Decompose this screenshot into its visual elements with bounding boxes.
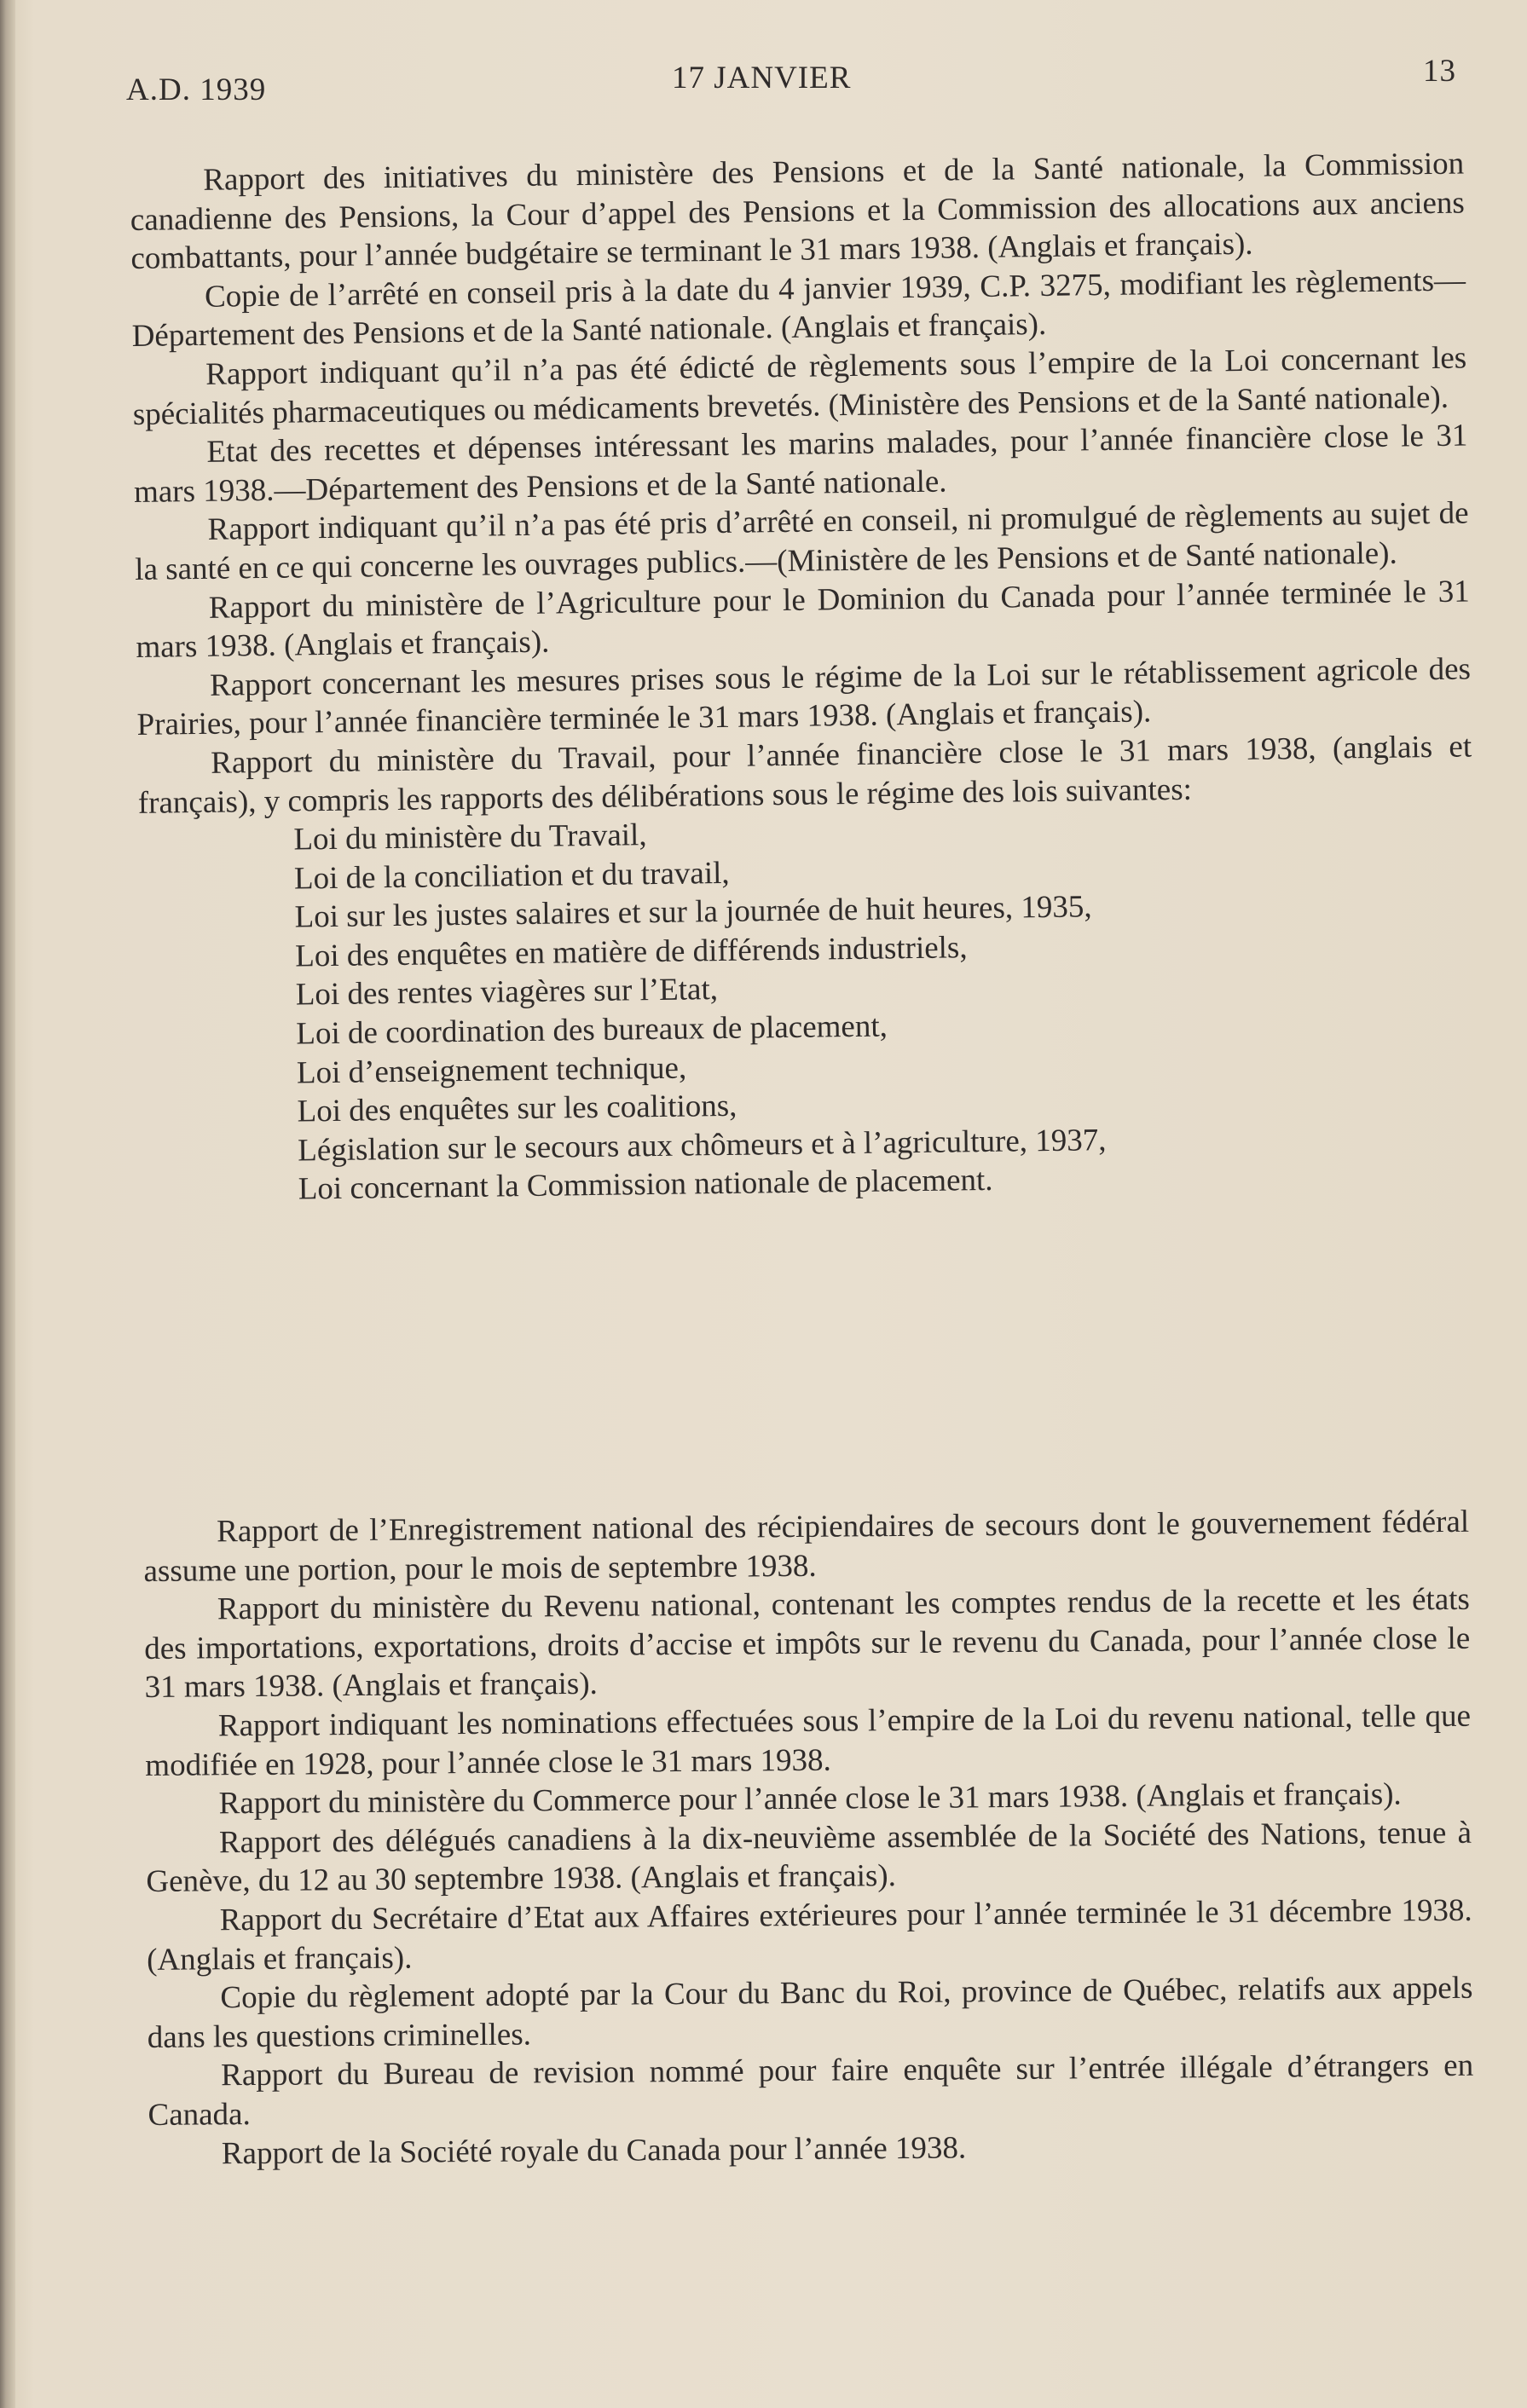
law-item: Loi des rentes viagères sur l’Etat, (295, 972, 719, 1013)
header-year: A.D. 1939 (126, 72, 267, 107)
paragraph: Rapport du ministère du Travail, pour l’année financière close le 31 mars 1938, (anglais et français), y compris les rapports des délibérations sous le régime des lois suivantes: (137, 729, 1472, 821)
law-item: Loi des enquêtes en matière de différends industriels, (294, 930, 968, 974)
paragraph: Etat des recettes et dépenses intéressant les marins malades, pour l’année financière close le 31 mars 1938.—Département des Pensions et de la Santé nationale. (133, 418, 1468, 510)
law-item: Loi du ministère du Travail, (293, 817, 647, 858)
journal-body-lower (143, 1503, 1474, 2174)
paragraph: Rapport des initiatives du ministère des Pensions et de la Santé nationale, la Commission canadienne des Pensions, la Cour d’appel des Pensions et la Commission des allocations aux anciens combattants, pour l’année budgétaire se terminant le 31 mars 1938. (Anglais et français). (130, 146, 1466, 277)
paragraph: Rapport indiquant les nominations effectuées sous l’empire de la Loi du revenu national, telle que modifiée en 1928, pour l’année close le 31 mars 1938. (145, 1698, 1472, 1783)
laws-list (138, 806, 1478, 1211)
paragraph: Rapport du ministère de l’Agriculture pour le Dominion du Canada pour l’année terminée le 31 mars 1938. (Anglais et français). (136, 574, 1470, 666)
paragraph: Rapport indiquant qu’il n’a pas été pris d’arrêté en conseil, ni promulgué de règlements au sujet de la santé en ce qui concerne les ouvrages publics.—(Ministère de les Pensions et de Santé nationale). (134, 495, 1469, 587)
paragraph: Copie du règlement adopté par la Cour du Banc du Roi, province de Québec, relatifs aux appels dans les questions criminelles. (147, 1970, 1473, 2055)
paragraph: Rapport du Bureau de revision nommé pour faire enquête sur l’entrée illégale d’étrangers en Canada. (147, 2048, 1474, 2133)
page-binding-edge (0, 0, 15, 2408)
paragraph: Rapport de la Société royale du Canada pour l’année 1938. (221, 2129, 967, 2171)
law-item: Loi concernant la Commission nationale de placement. (298, 1163, 993, 1207)
law-item: Loi des enquêtes sur les coalitions, (297, 1089, 737, 1129)
paragraph: Rapport indiquant qu’il n’a pas été édicté de règlements sous l’empire de la Loi concernant les spécialités pharmaceutiques ou médicaments brevetés. (Ministère des Pensions et de la Santé nationale). (132, 340, 1467, 432)
paragraph: Rapport des délégués canadiens à la dix-neuvième assemblée de la Société des Nations, tenue à Genève, du 12 au 30 septembre 1938. (Anglais et français). (146, 1815, 1472, 1900)
paragraph: Rapport du ministère du Commerce pour l’année close le 31 mars 1938. (Anglais et français). (218, 1776, 1402, 1822)
law-item: Loi d’enseignement technique, (296, 1050, 687, 1091)
law-item: Législation sur le secours aux chômeurs et à l’agriculture, 1937, (297, 1122, 1107, 1169)
paragraph: Rapport de l’Enregistrement national des récipiendaires de secours dont le gouvernement fédéral assume une portion, pour le mois de septembre 1938. (143, 1504, 1470, 1589)
paragraph: Rapport concernant les mesures prises sous le régime de la Loi sur le rétablissement agricole des Prairies, pour l’année financière terminée le 31 mars 1938. (Anglais et français). (136, 651, 1472, 743)
page-header (126, 53, 1456, 113)
law-item: Loi de la conciliation et du travail, (293, 855, 730, 897)
law-item: Loi sur les justes salaires et sur la journée de huit heures, 1935, (294, 889, 1092, 935)
paragraph: Copie de l’arrêté en conseil pris à la date du 4 janvier 1939, C.P. 3275, modifiant les règlements—Département des Pensions et de la Santé nationale. (Anglais et français). (131, 263, 1466, 355)
header-date: 17 JANVIER (672, 61, 852, 95)
journal-body-upper (130, 145, 1478, 1211)
page-number: 13 (1423, 54, 1456, 89)
law-item: Loi de coordination des bureaux de placement, (296, 1008, 888, 1052)
paragraph: Rapport du ministère du Revenu national, contenant les comptes rendus de la recette et les états des importations, exportations, droits d’accise et impôts sur le revenu du Canada, pour l’année close le 31 mars 1938. (Anglais et français). (144, 1581, 1471, 1706)
paragraph: Rapport du Secrétaire d’Etat aux Affaires extérieures pour l’année terminée le 31 décembre 1938. (Anglais et français). (146, 1892, 1472, 1978)
